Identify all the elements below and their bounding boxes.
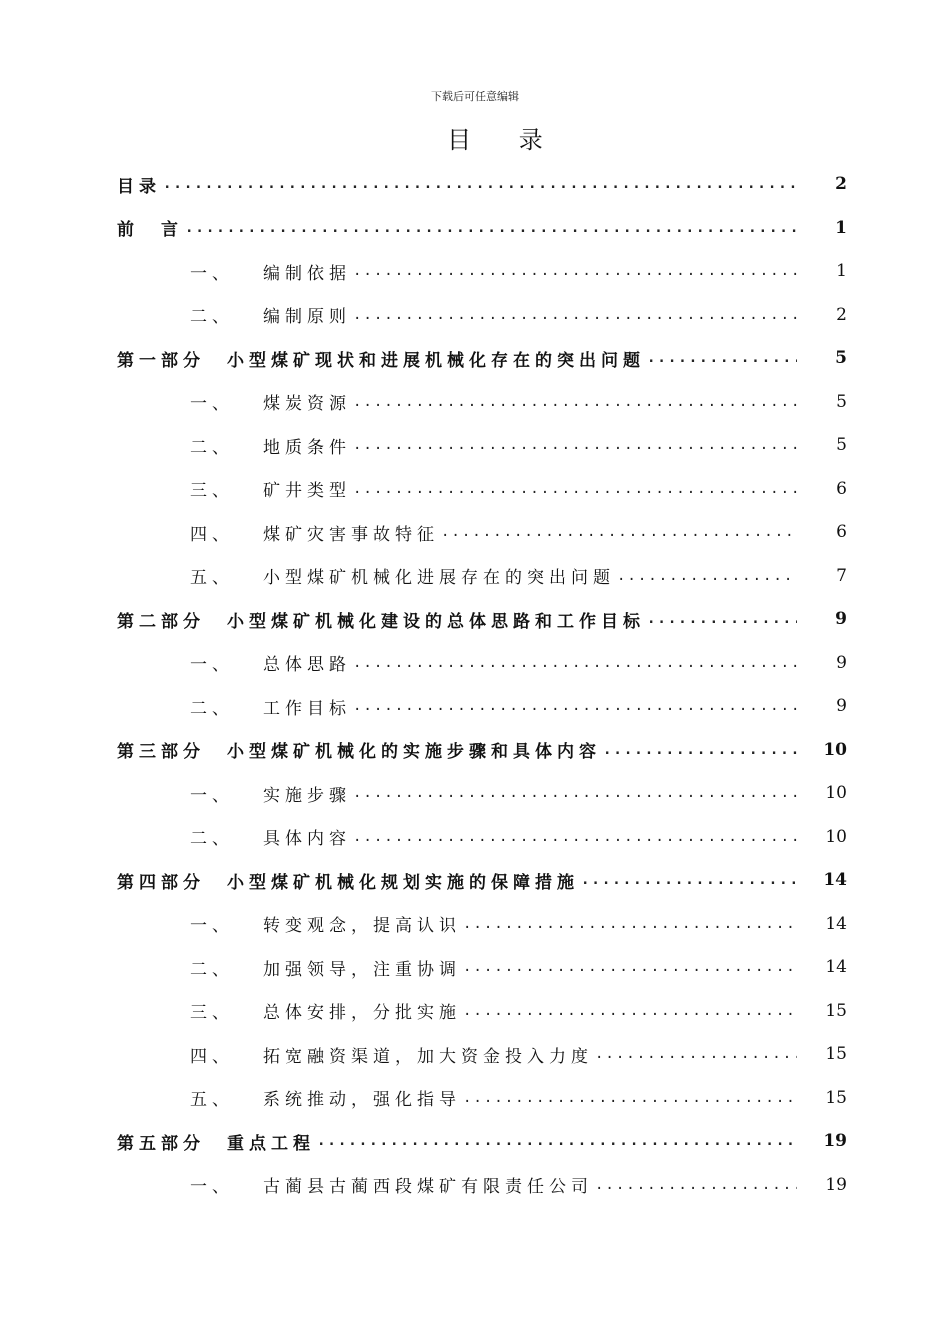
toc-leader-dots: [441, 524, 797, 540]
toc-entry-label-wrap: [263, 781, 797, 806]
toc-entry-label: 系统推动，强化指导: [263, 1090, 461, 1110]
toc-entry-page: 1: [836, 261, 847, 281]
toc-leader-dots: [353, 785, 797, 801]
toc-entry[interactable]: [117, 902, 847, 946]
toc-entry-label: 总体思路: [263, 655, 351, 675]
toc-leader-dots: [353, 829, 797, 845]
toc-leader-dots: [595, 1177, 797, 1193]
toc-entry-label: 实施步骤: [263, 785, 351, 806]
toc-entry-page: 10: [825, 783, 847, 803]
toc-leader-dots: [595, 1046, 797, 1062]
toc-entry-number: 五、: [190, 1090, 234, 1110]
toc-entry-label-wrap: [263, 998, 797, 1023]
toc-entry-page: 9: [836, 652, 847, 673]
toc-leader-dots: [163, 176, 797, 192]
toc-entry[interactable]: [117, 293, 847, 337]
toc-entry[interactable]: [117, 771, 847, 815]
toc-entry[interactable]: [117, 1163, 847, 1207]
toc-entry-page: 5: [835, 348, 847, 368]
toc-entry-page: 19: [823, 1131, 847, 1151]
toc-entry-label-wrap: [263, 389, 797, 414]
toc-entry-label-wrap: [117, 346, 797, 371]
toc-entry-label-wrap: [263, 520, 797, 545]
toc-entry-label: 拓宽融资渠道，加大资金投入力度: [263, 1046, 593, 1067]
toc-entry-number: 二、: [190, 307, 234, 327]
toc-entry-page: 10: [823, 739, 847, 760]
toc-entry-number: 三、: [190, 481, 234, 501]
toc-entry-label: 加强领导，注重协调: [263, 959, 461, 980]
toc-leader-dots: [463, 959, 797, 975]
toc-entry-label-wrap: [263, 824, 797, 849]
toc-entry-number: 一、: [190, 785, 234, 806]
toc-entry-label-wrap: [263, 259, 797, 284]
toc-entry-number: 三、: [190, 1003, 234, 1023]
toc-leader-dots: [353, 698, 797, 714]
toc-leader-dots: [353, 437, 797, 453]
toc-entry-label-wrap: [263, 694, 797, 719]
toc-entry-label: 第五部分 重点工程: [117, 1133, 315, 1154]
toc-entry-label-wrap: [117, 868, 797, 893]
toc-entry-number: 一、: [190, 394, 234, 414]
toc-entry-label: 古蔺县古蔺西段煤矿有限责任公司: [263, 1177, 593, 1197]
toc-entry-number: 一、: [190, 1177, 234, 1197]
toc-leader-dots: [353, 263, 797, 279]
toc-entry-label-wrap: [263, 955, 797, 980]
toc-entry[interactable]: [117, 641, 847, 685]
toc-entry-label-wrap: [263, 433, 797, 458]
toc-entry[interactable]: [117, 728, 847, 772]
toc-entry-label: 第三部分 小型煤矿机械化的实施步骤和具体内容: [117, 742, 601, 762]
toc-entry-label: 第一部分 小型煤矿现状和进展机械化存在的突出问题: [117, 350, 645, 371]
toc-entry-page: 10: [825, 826, 847, 847]
toc-entry-number: 一、: [190, 916, 234, 936]
toc-entry[interactable]: [117, 467, 847, 511]
toc-entry-page: 7: [836, 565, 847, 586]
toc-entry-page: 14: [825, 913, 847, 934]
toc-entry-page: 1: [835, 217, 847, 238]
toc-leader-dots: [353, 481, 797, 497]
toc-entry-page: 9: [835, 609, 847, 629]
toc-leader-dots: [353, 394, 797, 410]
header-note: 下载后可任意编辑: [431, 90, 519, 103]
toc-entry-label: 第四部分 小型煤矿机械化规划实施的保障措施: [117, 872, 579, 893]
toc-entry[interactable]: [117, 249, 847, 293]
toc-entry-page: 6: [836, 522, 847, 542]
toc-entry-label: 第二部分 小型煤矿机械化建设的总体思路和工作目标: [117, 611, 645, 632]
toc-entry-label: 地质条件: [263, 437, 351, 458]
toc-entry-label-wrap: [263, 1085, 797, 1110]
toc-entry-label: 矿井类型: [263, 481, 351, 501]
toc-leader-dots: [317, 1133, 797, 1149]
toc-entry-label-wrap: [117, 172, 797, 197]
toc-entry[interactable]: [117, 554, 847, 598]
toc-entry[interactable]: [117, 423, 847, 467]
toc-entry[interactable]: [117, 1076, 847, 1120]
toc-leader-dots: [647, 611, 797, 627]
toc-entry[interactable]: [117, 1032, 847, 1076]
toc-entry-page: 14: [823, 870, 847, 890]
toc-leader-dots: [463, 916, 797, 932]
toc-entry-number: 二、: [190, 698, 234, 719]
toc-entry[interactable]: [117, 815, 847, 859]
toc-entry-label: 前 言: [117, 220, 183, 240]
toc-entry-label: 转变观念，提高认识: [263, 916, 461, 936]
toc-entry-page: 5: [836, 435, 847, 455]
toc-entry-number: 一、: [190, 655, 234, 675]
toc-entry-number: 一、: [190, 263, 234, 284]
toc-entry-label: 煤炭资源: [263, 394, 351, 414]
toc-entry-page: 15: [825, 1087, 847, 1108]
toc-entry-number: 二、: [190, 437, 234, 458]
toc-title: 目 录: [447, 126, 563, 154]
toc-entry-label-wrap: [263, 476, 797, 501]
toc-leader-dots: [581, 872, 797, 888]
toc-leader-dots: [463, 1003, 797, 1019]
toc-entry-page: 19: [825, 1174, 847, 1195]
toc-entry-label: 总体安排，分批实施: [263, 1003, 461, 1023]
toc-entry-page: 15: [825, 1044, 847, 1064]
toc-entry[interactable]: [117, 380, 847, 424]
toc-entry-page: 6: [836, 478, 847, 499]
toc-entry[interactable]: [117, 162, 847, 206]
toc-leader-dots: [617, 568, 797, 584]
toc-leader-dots: [353, 307, 797, 323]
toc-leader-dots: [647, 350, 797, 366]
toc-entry[interactable]: [117, 684, 847, 728]
toc-leader-dots: [603, 742, 797, 758]
toc-entry[interactable]: [117, 597, 847, 641]
toc-entry-label-wrap: [263, 650, 797, 675]
toc-entry-label-wrap: [117, 737, 797, 762]
toc-entry-number: 二、: [190, 829, 234, 849]
toc-entry-label-wrap: [263, 302, 797, 327]
toc-entry-number: 四、: [190, 1046, 234, 1067]
toc-entry-number: 二、: [190, 959, 234, 980]
toc-entry[interactable]: [117, 945, 847, 989]
toc-entry-label-wrap: [263, 1042, 797, 1067]
toc-entry-page: 9: [836, 696, 847, 716]
toc-entry-number: 四、: [190, 524, 234, 545]
toc-entry[interactable]: [117, 989, 847, 1033]
toc-entry-label-wrap: [263, 563, 797, 588]
toc-entry-label-wrap: [263, 911, 797, 936]
toc-entry[interactable]: [117, 858, 847, 902]
toc-entry[interactable]: [117, 510, 847, 554]
toc-entry-label-wrap: [117, 607, 797, 632]
toc-entry-number: 五、: [190, 568, 234, 588]
toc-entry-label: 编制依据: [263, 263, 351, 284]
toc-entry-label-wrap: [263, 1172, 797, 1197]
toc-entry-label-wrap: [117, 215, 797, 240]
toc-leader-dots: [353, 655, 797, 671]
toc-entry-label: 目录: [117, 176, 161, 197]
toc-entry-page: 14: [825, 957, 847, 977]
toc-entry[interactable]: [117, 336, 847, 380]
toc-entry-label: 具体内容: [263, 829, 351, 849]
toc-entry-label: 小型煤矿机械化进展存在的突出问题: [263, 568, 615, 588]
toc-leader-dots: [463, 1090, 797, 1106]
toc-entry-page: 15: [825, 1000, 847, 1021]
toc-leader-dots: [185, 220, 797, 236]
toc-entry-label: 编制原则: [263, 307, 351, 327]
toc-entry-label: 工作目标: [263, 698, 351, 719]
toc-entry[interactable]: [117, 1119, 847, 1163]
toc-entry-page: 5: [836, 391, 847, 412]
toc-entry-label-wrap: [117, 1129, 797, 1154]
toc-entry-page: 2: [836, 304, 847, 325]
toc-entry[interactable]: [117, 206, 847, 250]
toc-entry-label: 煤矿灾害事故特征: [263, 524, 439, 545]
toc-entry-page: 2: [835, 174, 847, 194]
